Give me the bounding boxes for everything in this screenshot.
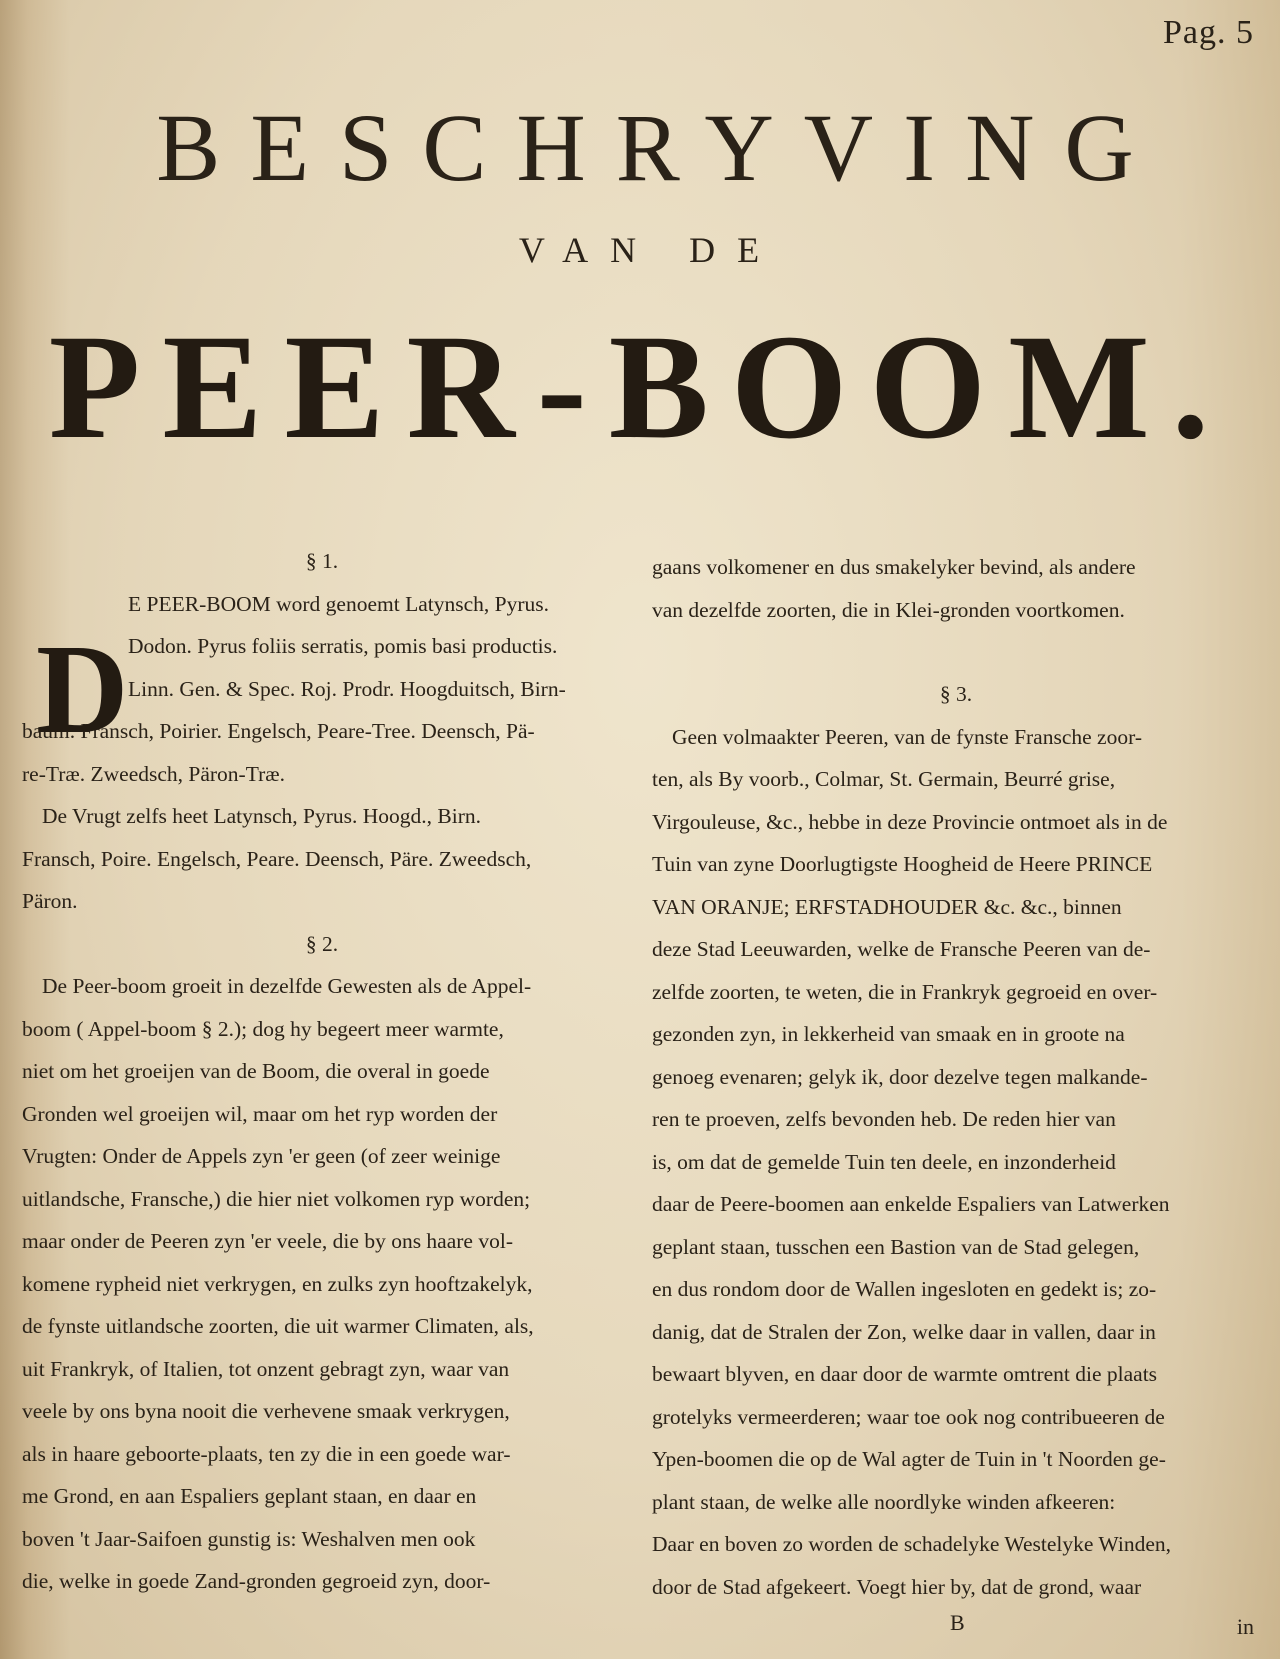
text-line: niet om het groeijen van de Boom, die overal in goede — [22, 1059, 490, 1083]
text-line: daar de Peere-boomen aan enkelde Espaliers van Latwerken — [652, 1192, 1170, 1216]
title-peer-boom: PEER-BOOM. — [48, 304, 1232, 470]
section-2-continuation — [652, 546, 1260, 631]
catchword: in — [1236, 1614, 1254, 1639]
text-line: gezonden zyn, in lekkerheid van smaak en in groote na — [652, 1022, 1125, 1046]
text-line: de fynste uitlandsche zoorten, die uit warmer Climaten, als, — [22, 1314, 534, 1338]
section-3-heading: § 3. — [939, 682, 973, 706]
text-line: Ypen-boomen die op de Wal agter de Tuin in 't Noorden ge- — [652, 1447, 1166, 1471]
text-line: van dezelfde zoorten, die in Klei-gronden voortkomen. — [652, 597, 1125, 622]
text-line: Virgouleuse, &c., hebbe in deze Provincie ontmoet als in de — [652, 809, 1168, 834]
text-line: uit Frankryk, of Italien, tot onzent gebragt zyn, waar van — [22, 1356, 510, 1381]
text-line: zelfde zoorten, te weten, die in Frankryk gegroeid en over- — [652, 979, 1158, 1004]
right-column — [652, 546, 1260, 1608]
text-line: gaans volkomener en dus smakelyker bevind, als andere — [652, 555, 1136, 579]
text-line: en dus rondom door de Wallen ingesloten en gedekt is; zo- — [652, 1277, 1157, 1301]
text-line: re-Træ. Zweedsch, Päron-Træ. — [22, 761, 285, 786]
text-line: ren te proeven, zelfs bevonden heb. De reden hier van — [652, 1107, 1116, 1131]
text-line: Gronden wel groeijen wil, maar om het ryp worden der — [22, 1101, 498, 1126]
text-line: die, welke in goede Zand-gronden gegroeid zyn, door- — [22, 1569, 491, 1593]
text-line: door de Stad afgekeert. Voegt hier by, dat de grond, waar — [652, 1574, 1142, 1599]
text-line: me Grond, en aan Espaliers geplant staan, en daar en — [22, 1484, 477, 1508]
text-line: grotelyks vermeerderen; waar toe ook nog contribueeren de — [652, 1404, 1165, 1429]
text-line: Vrugten: Onder de Appels zyn 'er geen (of zeer weinige — [22, 1144, 501, 1168]
drop-cap: D — [36, 617, 129, 760]
text-line: De Vrugt zelfs heet Latynsch, Pyrus. Hoogd., Birn. — [42, 804, 481, 828]
text-line: danig, dat de Stralen der Zon, welke daar in vallen, daar in — [652, 1319, 1156, 1344]
text-line: boom ( Appel-boom § 2.); dog hy begeert meer warmte, — [22, 1016, 504, 1041]
text-line: baum. Fransch, Poirier. Engelsch, Peare-Tree. Deensch, Pä- — [22, 719, 535, 743]
text-line: is, om dat de gemelde Tuin ten deele, en inzonderheid — [652, 1149, 1116, 1174]
text-line: Dodon. Pyrus foliis serratis, pomis basi productis. — [128, 634, 558, 658]
section-2-body — [22, 965, 622, 1603]
section-2-heading: § 2. — [305, 931, 339, 956]
text-line: Daar en boven zo worden de schadelyke Westelyke Winden, — [652, 1532, 1171, 1556]
title-beschryving: BESCHRYVING — [156, 94, 1164, 201]
text-line: Tuin van zyne Doorlugtigste Hoogheid de Heere PRINCE — [652, 852, 1153, 876]
text-line: Geen volmaakter Peeren, van de fynste Fransche zoor- — [672, 724, 1142, 749]
page-number: Pag. 5 — [1163, 14, 1254, 51]
text-line: maar onder de Peeren zyn 'er veele, die by ons haare vol- — [22, 1229, 513, 1253]
text-line: geplant staan, tusschen een Bastion van de Stad gelegen, — [652, 1234, 1140, 1259]
text-line: VAN ORANJE; ERFSTADHOUDER &c. &c., binnen — [652, 894, 1122, 919]
text-line: Fransch, Poire. Engelsch, Peare. Deensch, Päre. Zweedsch, — [22, 846, 532, 871]
text-line: als in haare geboorte-plaats, ten zy die in een goede war- — [22, 1441, 511, 1466]
text-line: veele by ons byna nooit die verhevene smaak verkrygen, — [22, 1399, 510, 1423]
title-van-de: VAN DE — [518, 230, 782, 270]
text-line: plant staan, de welke alle noordlyke winden afkeeren: — [652, 1489, 1116, 1514]
section-3-body — [652, 716, 1260, 1609]
text-line: genoeg evenaren; gelyk ik, door dezelve tegen malkande- — [652, 1064, 1148, 1089]
signature-mark: B — [950, 1610, 965, 1635]
text-line: De Peer-boom groeit in dezelfde Gewesten als de Appel- — [42, 974, 532, 998]
text-line: E PEER-BOOM word genoemt Latynsch, Pyrus. — [128, 591, 550, 616]
section-1-heading: § 1. — [305, 549, 339, 573]
left-column — [22, 540, 622, 1603]
text-line: boven 't Jaar-Saifoen gunstig is: Weshalven men ook — [22, 1526, 476, 1551]
text-line: komene rypheid niet verkrygen, en zulks zyn hooftzakelyk, — [22, 1271, 533, 1296]
text-line: uitlandsche, Fransche,) die hier niet volkomen ryp worden; — [22, 1186, 531, 1211]
text-line: ten, als By voorb., Colmar, St. Germain, Beurré grise, — [652, 767, 1116, 791]
text-line: bewaart blyven, en daar door de warmte omtrent die plaats — [652, 1362, 1158, 1386]
text-line: Päron. — [22, 889, 78, 913]
text-line: Linn. Gen. & Spec. Roj. Prodr. Hoogduitsch, Birn- — [128, 676, 566, 701]
text-line: deze Stad Leeuwarden, welke de Fransche Peeren van de- — [652, 937, 1151, 961]
section-1-body — [22, 583, 622, 923]
